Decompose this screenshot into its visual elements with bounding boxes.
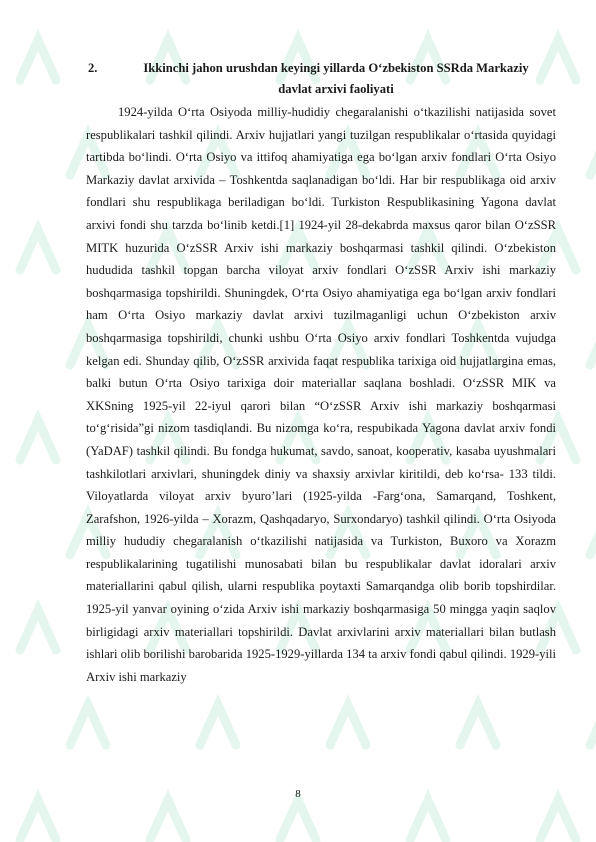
- document-page: [86, 58, 556, 688]
- watermark-mark: [410, 800, 446, 840]
- watermark-mark: [280, 800, 316, 840]
- watermark-mark: [590, 515, 596, 555]
- watermark-mark: [590, 705, 596, 745]
- body-paragraph: 1924-yilda O‘rta Osiyoda milliy-hudidiy chegaralanishi o‘tkazilishi natijasida sovet respublikalari tashkil qilindi. Arxiv hujjatlari yangi tuzilgan respublikalar o‘rtasida quyidagi tartibda bo‘lindi. O‘rta Osiyo va ittifoq ahamiyatiga ega bo‘lgan arxiv fondlari O‘rta Osiyo Markaziy davlat arxivida – Toshkentda saqlanadigan bo‘ldi. Har bir respublikaga oid arxiv fondlari shu respublikaga beriladigan bo‘ldi. Turkiston Respublikasining Yagona davlat arxivi fondi shu tarzda bo‘linib ketdi.[1] 1924-yil 28-dekabrda maxsus qaror bilan O‘zSSR MITK huzurida O‘zSSR Arxiv ishi markaziy boshqarmasi tashkil qilindi. O‘zbekiston hududida tashkil topgan barcha viloyat arxiv fondlari O‘zSSR Arxiv ishi markaziy boshqarmasiga topshirildi. Shuningdek, O‘rta Osiyo ahamiyatiga ega bo‘lgan arxiv fondlari ham O‘rta Osiyo markaziy davlat arxivi tuzilmaganligi uchun O‘zbekiston arxiv boshqarmasiga topshirildi, chunki ushbu O‘rta Osiyo arxiv fondlari Toshkentda vujudga kelgan edi. Shunday qilib, O‘zSSR arxivida faqat respublika tarixiga oid hujjatlargina emas, balki butun O‘rta Osiyo tarixiga doir materiallar saqlana boshladi. O‘zSSR MIK va XKSning 1925-yil 22-iyul qarori bilan “O‘zSSR Arxiv ishi markaziy boshqarmasi to‘g‘risida”gi nizom tasdiqlandi. Bu nizomga ko‘ra, respubikada Yagona davlat arxiv fondi (YaDAF) tashkil qilindi. Bu fondga hukumat, savdo, sanoat, kooperativ, kasaba uyushmalari tashkilotlari arxivlari, shuningdek diniy va shaxsiy arxivlar kiritildi, deb ko‘rsa- 133 tildi. Viloyatlarda viloyat arxiv byuro’lari (1925-yilda -Farg‘ona, Samarqand, Toshkent, Zarafshon, 1926-yilda – Xorazm, Qashqadaryo, Surxondaryo) tashkil qilindi. O‘rta Osiyoda milliy hududiy chegaralanish o‘tkazilishi natijasida va Turkiston, Buxoro va Xorazm respublikalarining tugatilishi munosabati bilan bu respublikalar davlat idoralari arxiv materiallarini qabul qilish, ularni respublika poytaxti Samarqandga olib borib topshirdilar. 1925-yil yanvar oyining o‘zida Arxiv ishi markaziy boshqarmasiga 50 mingga yaqin saqlov birligidagi arxiv materiallari topshirildi. Davlat arxivlarini arxiv materiallari bilan butlash ishlari olib borilishi barobarida 1925-1929-yillarda 134 ta arxiv fondi qabul qilindi. 1929-yili Arxiv ishi markaziy: [86, 105, 556, 684]
- section-number: 2.: [88, 61, 98, 75]
- watermark-mark: [590, 325, 596, 365]
- section-title-line-1: Ikkinchi jahon urushdan keyingi yillarda O‘zbekiston SSRda Markaziy: [143, 61, 529, 75]
- watermark-mark: [460, 705, 496, 745]
- watermark-mark: [70, 705, 106, 745]
- watermark-mark: [20, 610, 56, 650]
- watermark-mark: [540, 800, 576, 840]
- section-title-line-2: davlat arxivi faoliyati: [278, 82, 394, 96]
- page-number: 8: [295, 788, 301, 800]
- watermark-mark: [20, 40, 56, 80]
- watermark-mark: [20, 800, 56, 840]
- watermark-mark: [150, 800, 186, 840]
- section-heading: [86, 58, 556, 100]
- watermark-mark: [590, 135, 596, 175]
- watermark-mark: [330, 705, 366, 745]
- watermark-mark: [20, 230, 56, 270]
- watermark-mark: [20, 420, 56, 460]
- watermark-mark: [200, 705, 236, 745]
